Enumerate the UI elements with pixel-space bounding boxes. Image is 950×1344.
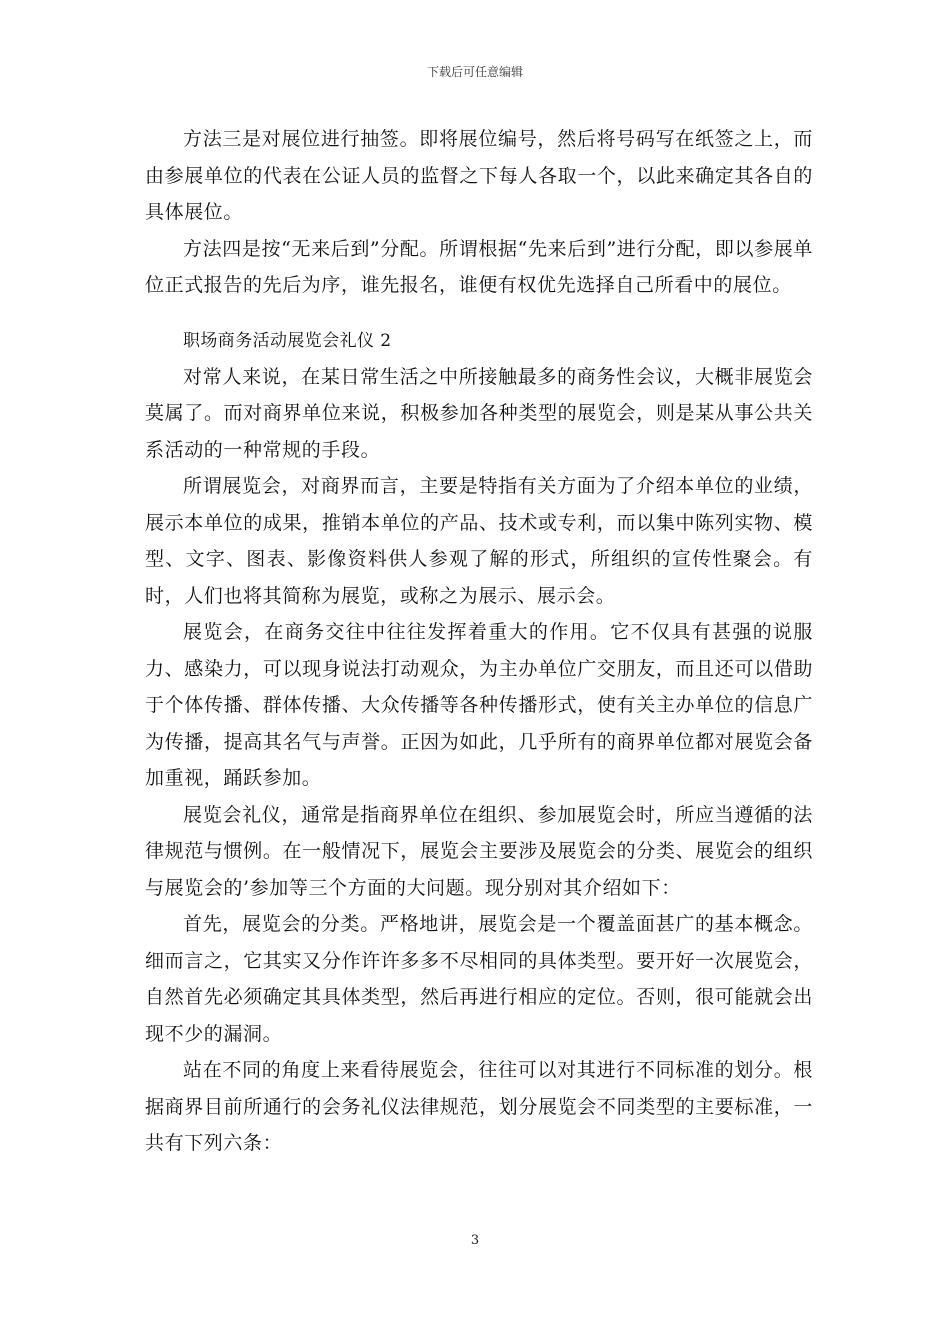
paragraph-method-three: 方法三是对展位进行抽签。即将展位编号，然后将号码写在纸签之上，而由参展单位的代表在公证人员的监督之下每人各取一个，以此来确定其各自的具体展位。 [145, 128, 813, 223]
page-header: 下载后可任意编辑 [426, 65, 523, 79]
paragraph-method-four: 方法四是按“无来后到”分配。所谓根据“先来后到”进行分配，即以参展单位正式报告的先后为序，谁先报名，谁便有权优先选择自己所看中的展位。 [145, 237, 813, 296]
paragraph-criteria: 站在不同的角度上来看待展览会，往往可以对其进行不同标准的划分。根据商界目前所通行的会务礼仪法律规范，划分展览会不同类型的主要标准，一共有下列六条： [145, 1059, 813, 1154]
page-number: 3 [470, 1233, 480, 1248]
document-body [145, 121, 813, 1162]
paragraph-intro: 对常人来说，在某日常生活之中所接触最多的商务性会议，大概非展览会莫属了。而对商界单位来说，积极参加各种类型的展览会，则是某从事公共关系活动的一种常规的手段。 [145, 365, 813, 461]
paragraph-role: 展览会，在商务交往中往往发挥着重大的作用。它不仅具有甚强的说服力、感染力，可以现身说法打动观众，为主办单位广交朋友，而且还可以借助于个体传播、群体传播、大众传播等各种传播形式，使有关主办单位的信息广为传播，提高其名气与声誉。正因为如此，几乎所有的商界单位都对展览会备加重视，踊跃参加。 [145, 621, 813, 789]
section-heading: 职场商务活动展览会礼仪 2 [183, 330, 392, 351]
paragraph-classification: 首先，展览会的分类。严格地讲，展览会是一个覆盖面甚广的基本概念。细而言之，它其实又分作许许多多不尽相同的具体类型。要开好一次展览会，自然首先必须确定其具体类型，然后再进行相应的定位。否则，很可能就会出现不少的漏洞。 [145, 913, 813, 1045]
paragraph-etiquette: 展览会礼仪，通常是指商界单位在组织、参加展览会时，所应当遵循的法律规范与惯例。在一般情况下，展览会主要涉及展览会的分类、展览会的组织与展览会的’参加等三个方面的大问题。现分别对其介绍如下： [145, 803, 813, 899]
paragraph-definition: 所谓展览会，对商界而言，主要是特指有关方面为了介绍本单位的业绩，展示本单位的成果，推销本单位的产品、技术或专利，而以集中陈列实物、模型、文字、图表、影像资料供人参观了解的形式，所组织的宣传性聚会。有时，人们也将其简称为展览，或称之为展示、展示会。 [145, 475, 813, 607]
